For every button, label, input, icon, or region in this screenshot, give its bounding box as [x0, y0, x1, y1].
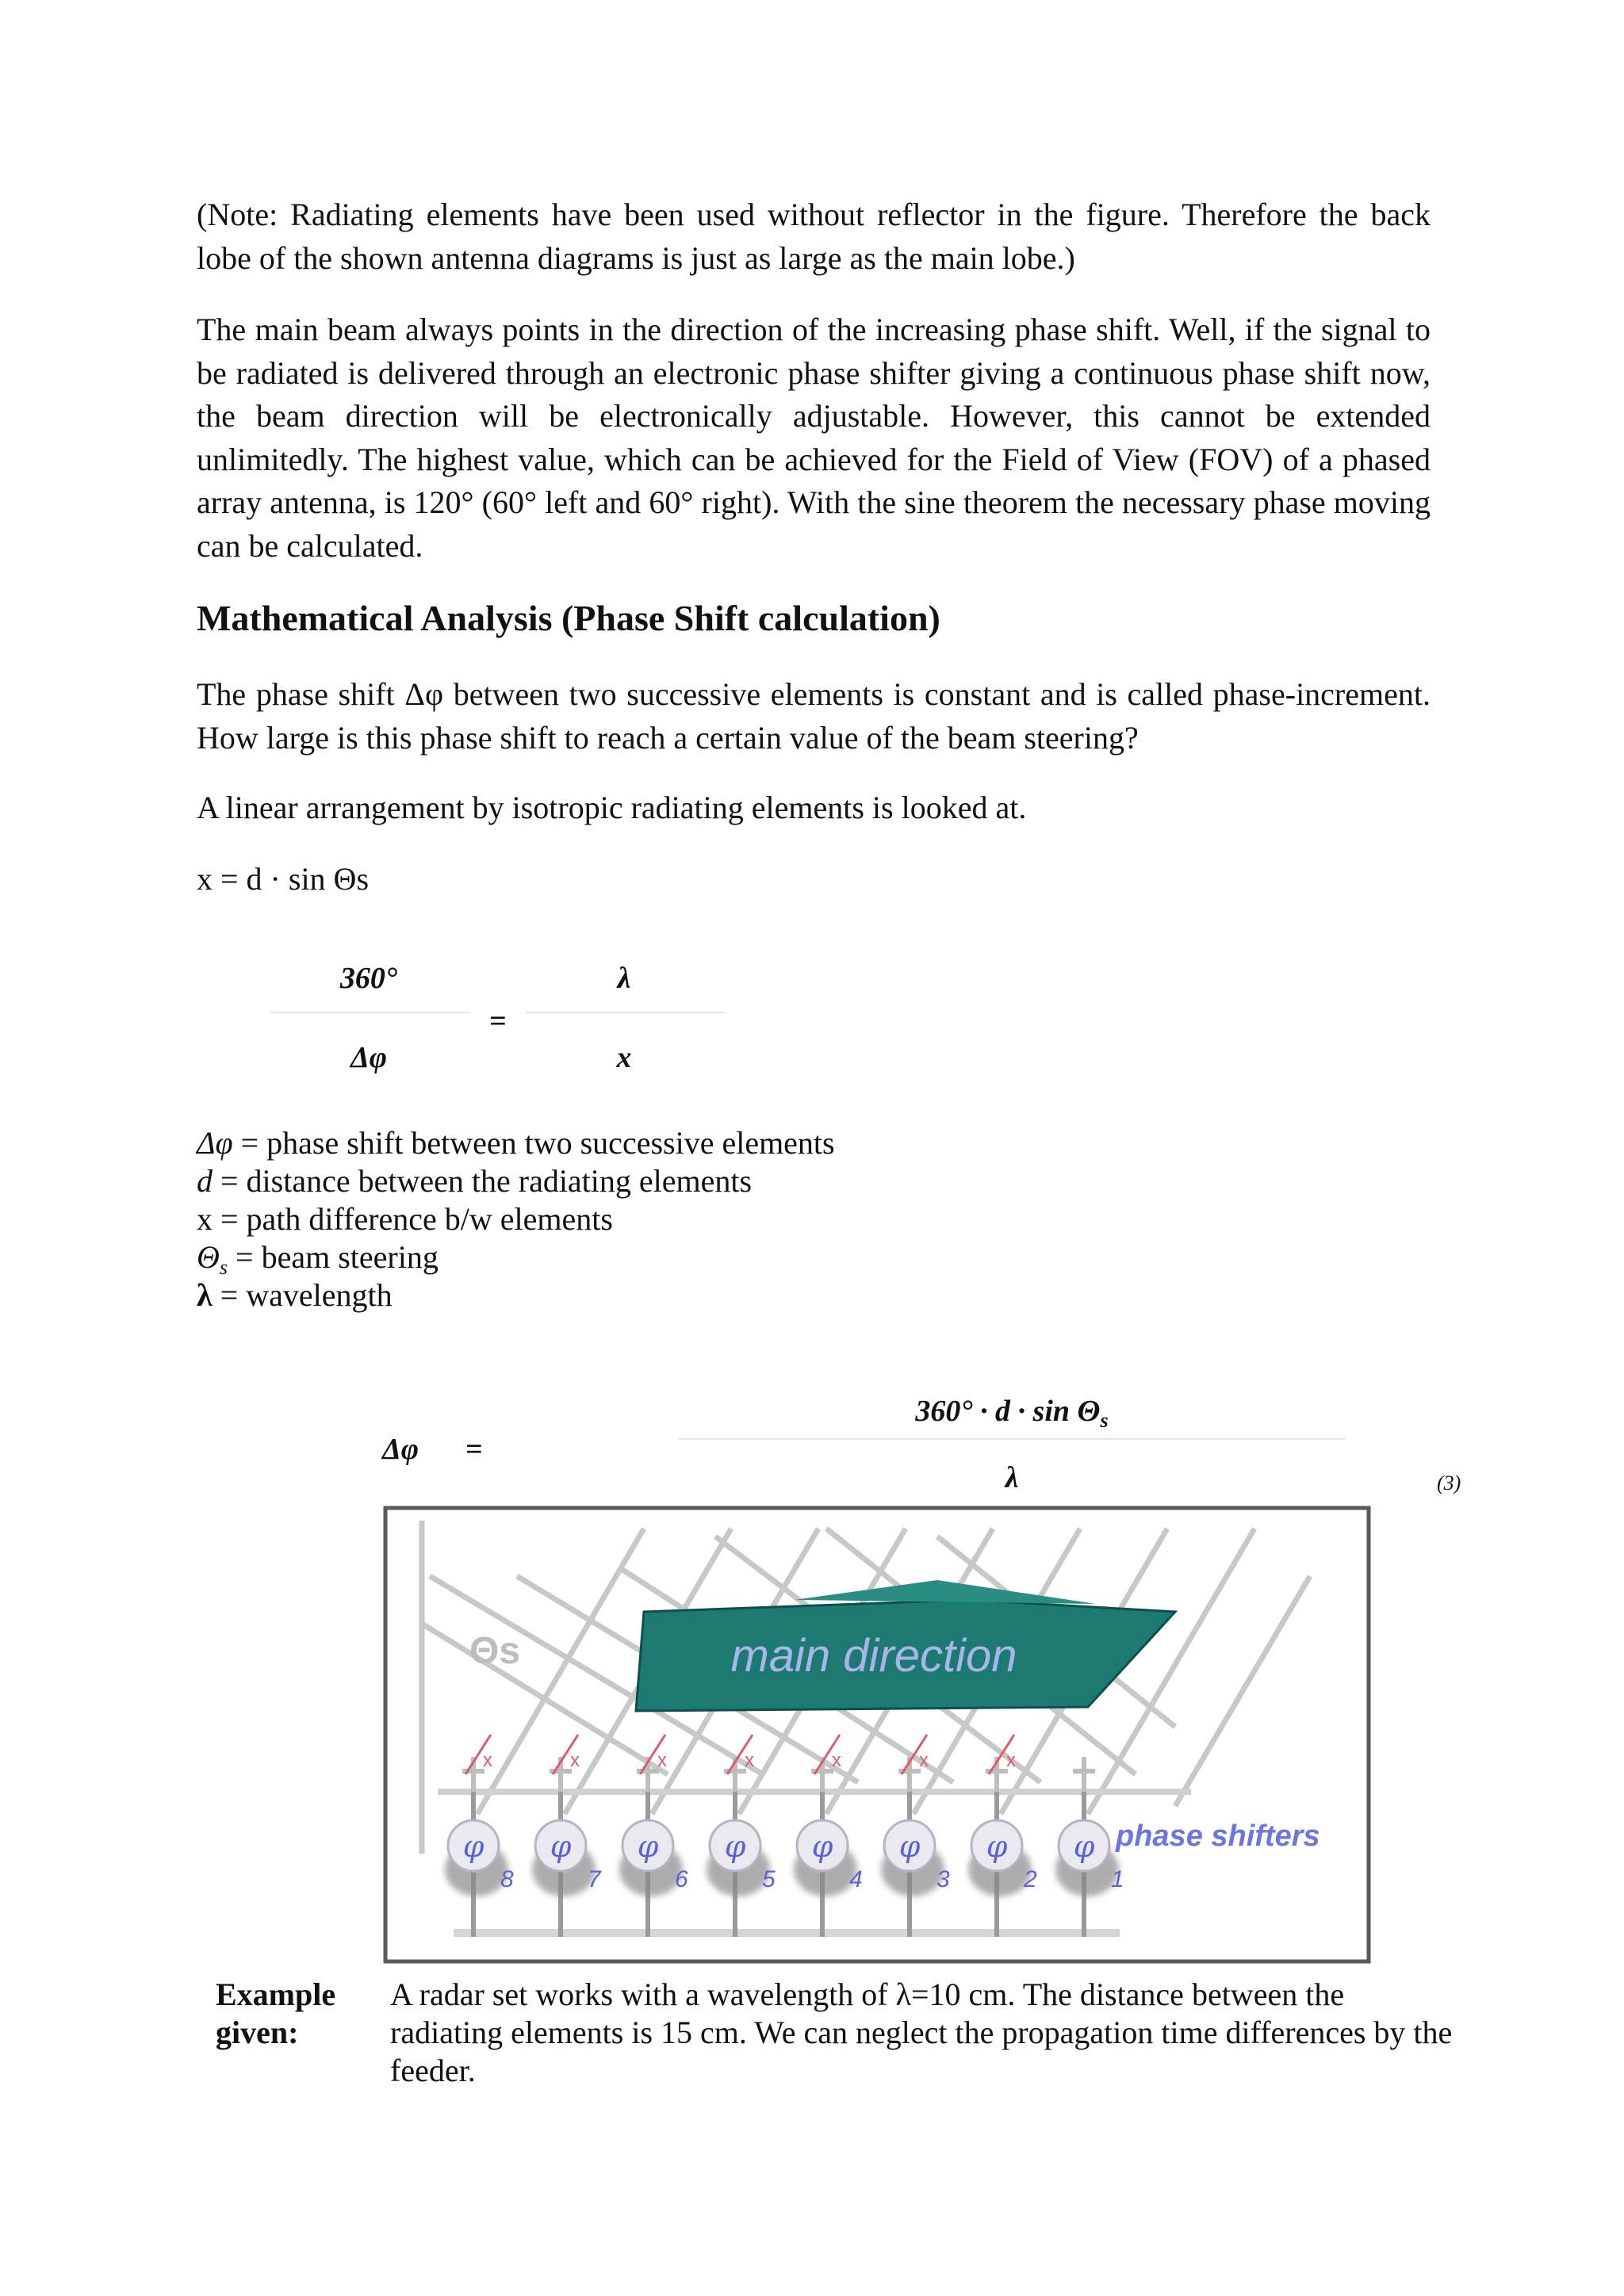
theta-label: Θs: [469, 1630, 521, 1672]
eq1-numerator-right: λ: [617, 962, 631, 995]
element-number: 8: [500, 1866, 514, 1892]
example-label: [216, 1976, 335, 2052]
eq3-denominator: λ: [1005, 1461, 1019, 1494]
element-number: 4: [849, 1866, 863, 1892]
definition-text: = distance between the radiating elements: [213, 1163, 753, 1199]
definition-symbol: Θ: [197, 1239, 220, 1275]
element-number: 7: [588, 1866, 601, 1892]
element-number: 2: [1024, 1866, 1037, 1892]
definition-symbol: Δφ: [197, 1125, 233, 1161]
eq1-numerator-left: 360°: [339, 962, 398, 995]
definition-lambda: [197, 1276, 393, 1314]
eq3-numerator: [679, 1394, 1345, 1433]
eq3-fraction-line: [679, 1438, 1345, 1440]
main-beam-paragraph: The main beam always points in the direction of the increasing phase shift. Well, if the signal to be radiated is delivered through an electronic phase shifter giving a continuous phase shift now, the beam direction will be electronically adjustable. However, this cannot be extended unlimitedly. The highest value, which can be achieved for the Field of View (FOV) of a phased array antenna, is 120° (60° left and 60° right). With the sine theorem the necessary phase moving can be calculated.: [197, 312, 1431, 564]
eq3-numerator-subscript: s: [1100, 1409, 1109, 1432]
phase-shifter-symbol: φ: [724, 1829, 746, 1864]
element-number: 6: [675, 1866, 688, 1892]
definition-d: [197, 1162, 752, 1200]
equation-number: (3): [1437, 1471, 1461, 1494]
main-direction-label: main direction: [730, 1630, 1017, 1682]
note-paragraph: (Note: Radiating elements have been used without reflector in the figure. Therefore the back lobe of the shown antenna diagrams is just as large as the main lobe.): [197, 197, 1431, 276]
eq1-denominator-left: Δφ: [350, 1041, 388, 1074]
definition-text: = path difference b/w elements: [213, 1201, 613, 1237]
phase-shifter-symbol: φ: [550, 1829, 572, 1864]
eq1-fraction-line-left: [270, 1012, 469, 1013]
example-label-line2: given:: [216, 2015, 299, 2050]
phased-array-figure: [382, 1505, 1372, 1965]
phase-shifter-symbol: φ: [811, 1829, 833, 1864]
delay-marker-label: x: [832, 1750, 841, 1771]
definition-subscript: s: [219, 1256, 228, 1279]
eq1-fraction-line-right: [525, 1012, 725, 1013]
example-text: A radar set works with a wavelength of λ=10 cm. The distance between the radiating elements is 15 cm. We can neglect the propagation time differences by the feeder.: [390, 1976, 1453, 2088]
phase-shifters-label: phase shifters: [1116, 1820, 1320, 1853]
delay-marker-label: x: [1006, 1750, 1016, 1771]
delay-marker-label: x: [745, 1750, 754, 1771]
phase-shifter-symbol: φ: [986, 1829, 1008, 1864]
eq1-equals: =: [489, 1004, 507, 1038]
phase-shifter-symbol: φ: [462, 1829, 485, 1864]
phase-increment-paragraph: The phase shift Δφ between two successive elements is constant and is called phase-increment. How large is this phase shift to reach a certain value of the beam steering?: [197, 676, 1431, 756]
definition-symbol: d: [197, 1163, 213, 1199]
phase-shifter-symbol: φ: [637, 1829, 659, 1864]
example-label-line1: Example: [216, 1976, 336, 2012]
definition-symbol: λ: [197, 1277, 213, 1313]
eq3-lhs: Δφ: [381, 1433, 419, 1466]
delay-marker-label: x: [657, 1750, 667, 1771]
x-formula: x = d · sin Θs: [197, 861, 370, 897]
delay-marker-label: x: [570, 1750, 580, 1771]
delay-marker-label: x: [483, 1750, 492, 1771]
element-number: 3: [936, 1866, 950, 1892]
eq3-equals: =: [465, 1433, 483, 1466]
definition-text: = phase shift between two successive elements: [232, 1125, 835, 1161]
element-number: 5: [762, 1866, 776, 1892]
element-number: 1: [1111, 1866, 1124, 1892]
definition-text: = wavelength: [212, 1277, 393, 1313]
section-heading: Mathematical Analysis (Phase Shift calculation): [197, 598, 940, 638]
eq1-denominator-right: x: [616, 1041, 632, 1074]
phase-shifter-symbol: φ: [898, 1829, 921, 1864]
linear-arrangement-paragraph: A linear arrangement by isotropic radiating elements is looked at.: [197, 790, 1027, 825]
definition-symbol: x: [197, 1201, 213, 1237]
eq3-numerator-text: 360° · d · sin Θ: [915, 1395, 1101, 1428]
definition-text: = beam steering: [228, 1239, 439, 1275]
delay-marker-label: x: [919, 1750, 929, 1771]
definition-delta-phi: [197, 1124, 835, 1162]
phase-shifter-symbol: φ: [1073, 1829, 1095, 1864]
definition-x: [197, 1200, 613, 1238]
